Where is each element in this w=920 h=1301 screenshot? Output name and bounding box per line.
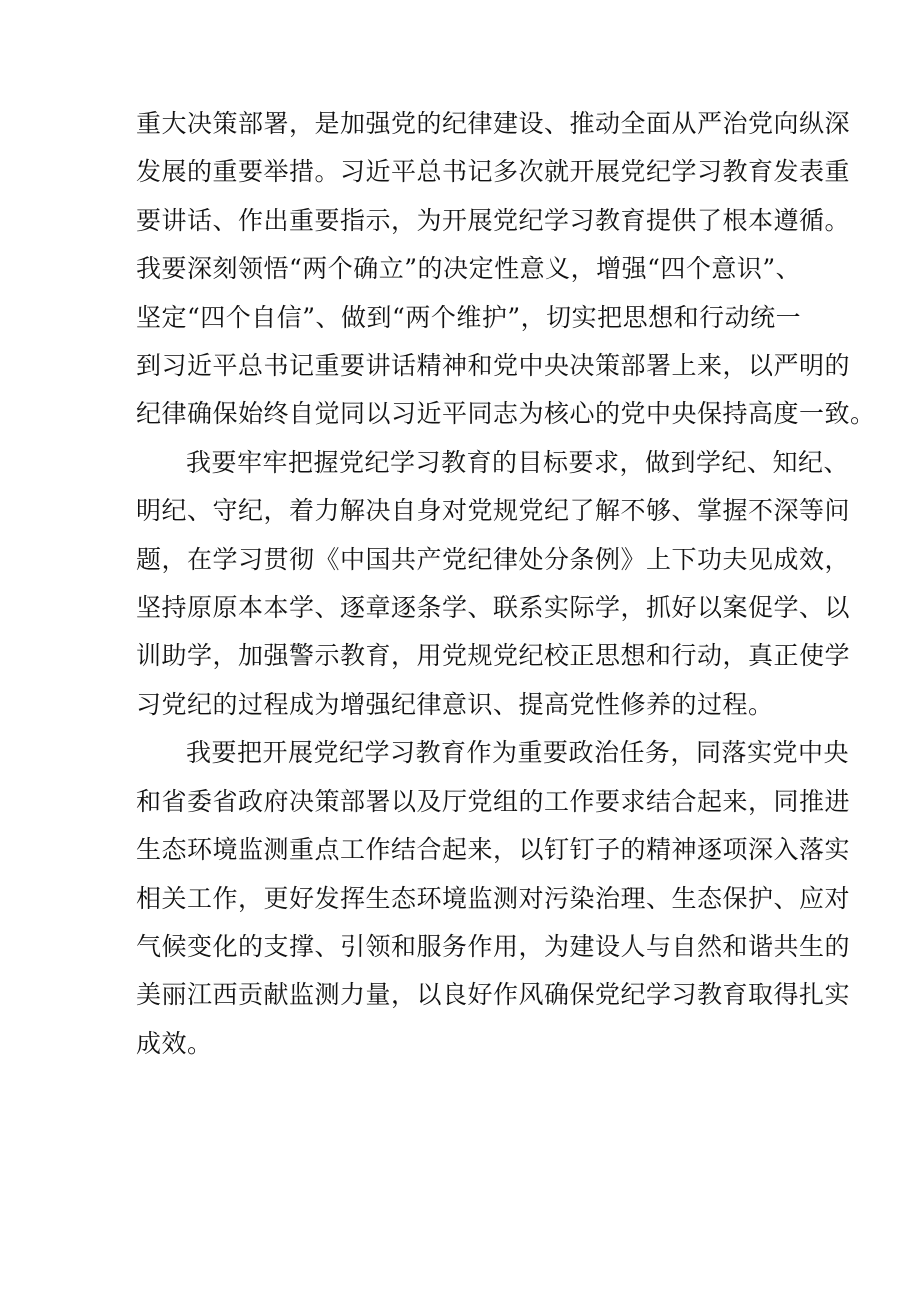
paragraph-2 xyxy=(136,439,851,729)
text-line: 生态环境监测重点工作结合起来，以钉钉子的精神逐项深入落实 xyxy=(136,835,851,865)
text-line: 美丽江西贡献监测力量，以良好作风确保党纪学习教育取得扎实 xyxy=(136,980,851,1010)
text-line: 要讲话、作出重要指示，为开展党纪学习教育提供了根本遵循。 xyxy=(136,205,851,235)
text-line: 到习近平总书记重要讲话精神和党中央决策部署上来，以严明的 xyxy=(136,351,851,381)
text-line: 坚定“四个自信”、做到“两个维护”，切实把思想和行动统一 xyxy=(136,302,802,332)
text-line: 纪律确保始终自觉同以习近平同志为核心的党中央保持高度一致。 xyxy=(136,399,876,429)
text-line: 明纪、守纪，着力解决自身对党规党纪了解不够、掌握不深等问 xyxy=(136,496,851,526)
text-line: 题，在学习贯彻《中国共产党纪律处分条例》上下功夫见成效， xyxy=(136,544,851,574)
text-line: 成效。 xyxy=(136,1028,213,1058)
text-line: 和省委省政府决策部署以及厅党组的工作要求结合起来，同推进 xyxy=(136,786,851,816)
text-line: 我要牢牢把握党纪学习教育的目标要求，做到学纪、知纪、 xyxy=(186,447,850,477)
text-line: 发展的重要举措。习近平总书记多次就开展党纪学习教育发表重 xyxy=(136,157,851,187)
text-line: 相关工作，更好发挥生态环境监测对污染治理、生态保护、应对 xyxy=(136,883,851,913)
text-line: 坚持原原本本学、逐章逐条学、联系实际学，抓好以案促学、以 xyxy=(136,593,851,623)
text-line: 我要把开展党纪学习教育作为重要政治任务，同落实党中央 xyxy=(186,738,850,768)
text-line: 我要深刻领悟“两个确立”的决定性意义，增强“四个意识”、 xyxy=(136,254,802,284)
text-line: 习党纪的过程成为增强纪律意识、提高党性修养的过程。 xyxy=(136,689,774,719)
document-page xyxy=(136,100,876,1068)
paragraph-1 xyxy=(136,100,876,439)
text-line: 重大决策部署，是加强党的纪律建设、推动全面从严治党向纵深 xyxy=(136,109,851,138)
text-line: 气候变化的支撑、引领和服务作用，为建设人与自然和谐共生的 xyxy=(136,931,851,961)
paragraph-3 xyxy=(136,729,851,1068)
text-line: 训助学，加强警示教育，用党规党纪校正思想和行动，真正使学 xyxy=(136,641,851,671)
